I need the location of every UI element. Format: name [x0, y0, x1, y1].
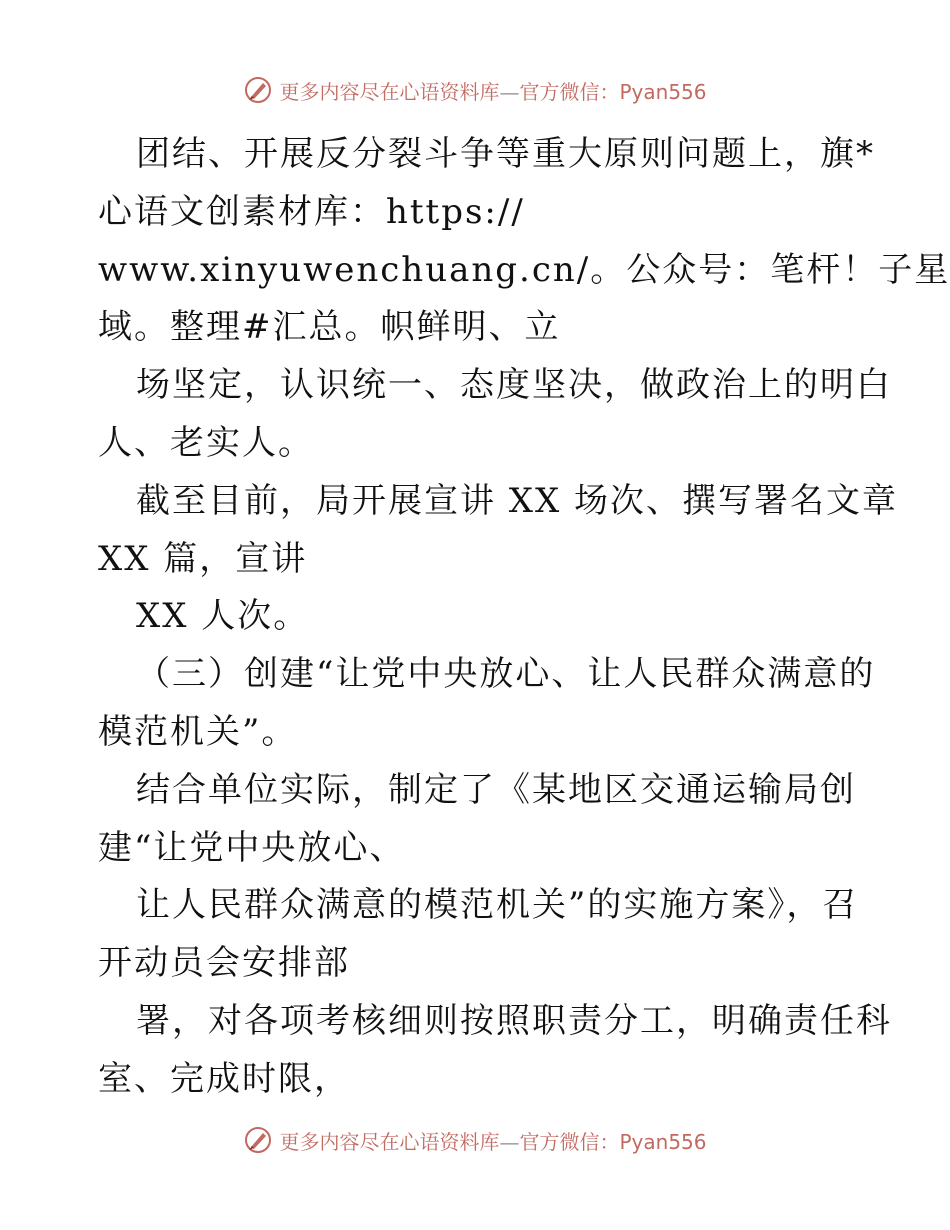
watermark-separator: — — [499, 79, 520, 104]
watermark-id: Pyan556 — [619, 1129, 707, 1154]
text-line: 署，对各项考核细则按照职责分工，明确责任科 — [136, 1000, 892, 1041]
watermark-contact: 官方微信： — [519, 79, 620, 104]
text-line: 开动员会安排部 — [98, 943, 350, 984]
text-line: 域。整理#汇总。帜鲜明、立 — [98, 307, 561, 348]
pen-logo-icon — [243, 75, 273, 105]
text-line: 结合单位实际，制定了《某地区交通运输局创 — [136, 769, 856, 810]
watermark-text — [279, 76, 706, 105]
document-body — [98, 126, 950, 1109]
text-line: 场坚定，认识统一、态度坚决，做政治上的明白 — [136, 365, 892, 406]
watermark-brand: 更多内容尽在心语资料库 — [279, 79, 500, 104]
header-watermark — [0, 70, 950, 110]
text-line: 室、完成时限， — [98, 1058, 350, 1099]
text-line: 截至目前，局开展宣讲 XX 场次、撰写署名文章 — [136, 480, 899, 521]
text-line: 让人民群众满意的模范机关”的实施方案》，召 — [136, 885, 859, 926]
text-line: XX 人次。 — [136, 596, 310, 637]
text-line: www.xinyuwenchuang.cn/。公众号：笔杆！子星 — [98, 249, 950, 290]
text-line: 人、老实人。 — [98, 422, 314, 463]
text-line: 团结、开展反分裂斗争等重大原则问题上，旗* — [136, 134, 875, 174]
text-line: XX 篇，宣讲 — [98, 538, 308, 579]
pen-logo-icon — [243, 1125, 273, 1155]
watermark-brand: 更多内容尽在心语资料库 — [279, 1129, 500, 1154]
section-heading-cont: 模范机关”。 — [98, 711, 298, 752]
text-line: 心语文创素材库：https:// — [98, 191, 525, 232]
watermark-id: Pyan556 — [619, 79, 707, 104]
watermark-text — [279, 1126, 706, 1155]
text-line: 建“让党中央放心、 — [98, 827, 406, 868]
footer-watermark — [0, 1120, 950, 1160]
watermark-contact: 官方微信： — [519, 1129, 620, 1154]
section-heading: （三）创建“让党中央放心、让人民群众满意的 — [136, 654, 876, 695]
watermark-separator: — — [499, 1129, 520, 1154]
